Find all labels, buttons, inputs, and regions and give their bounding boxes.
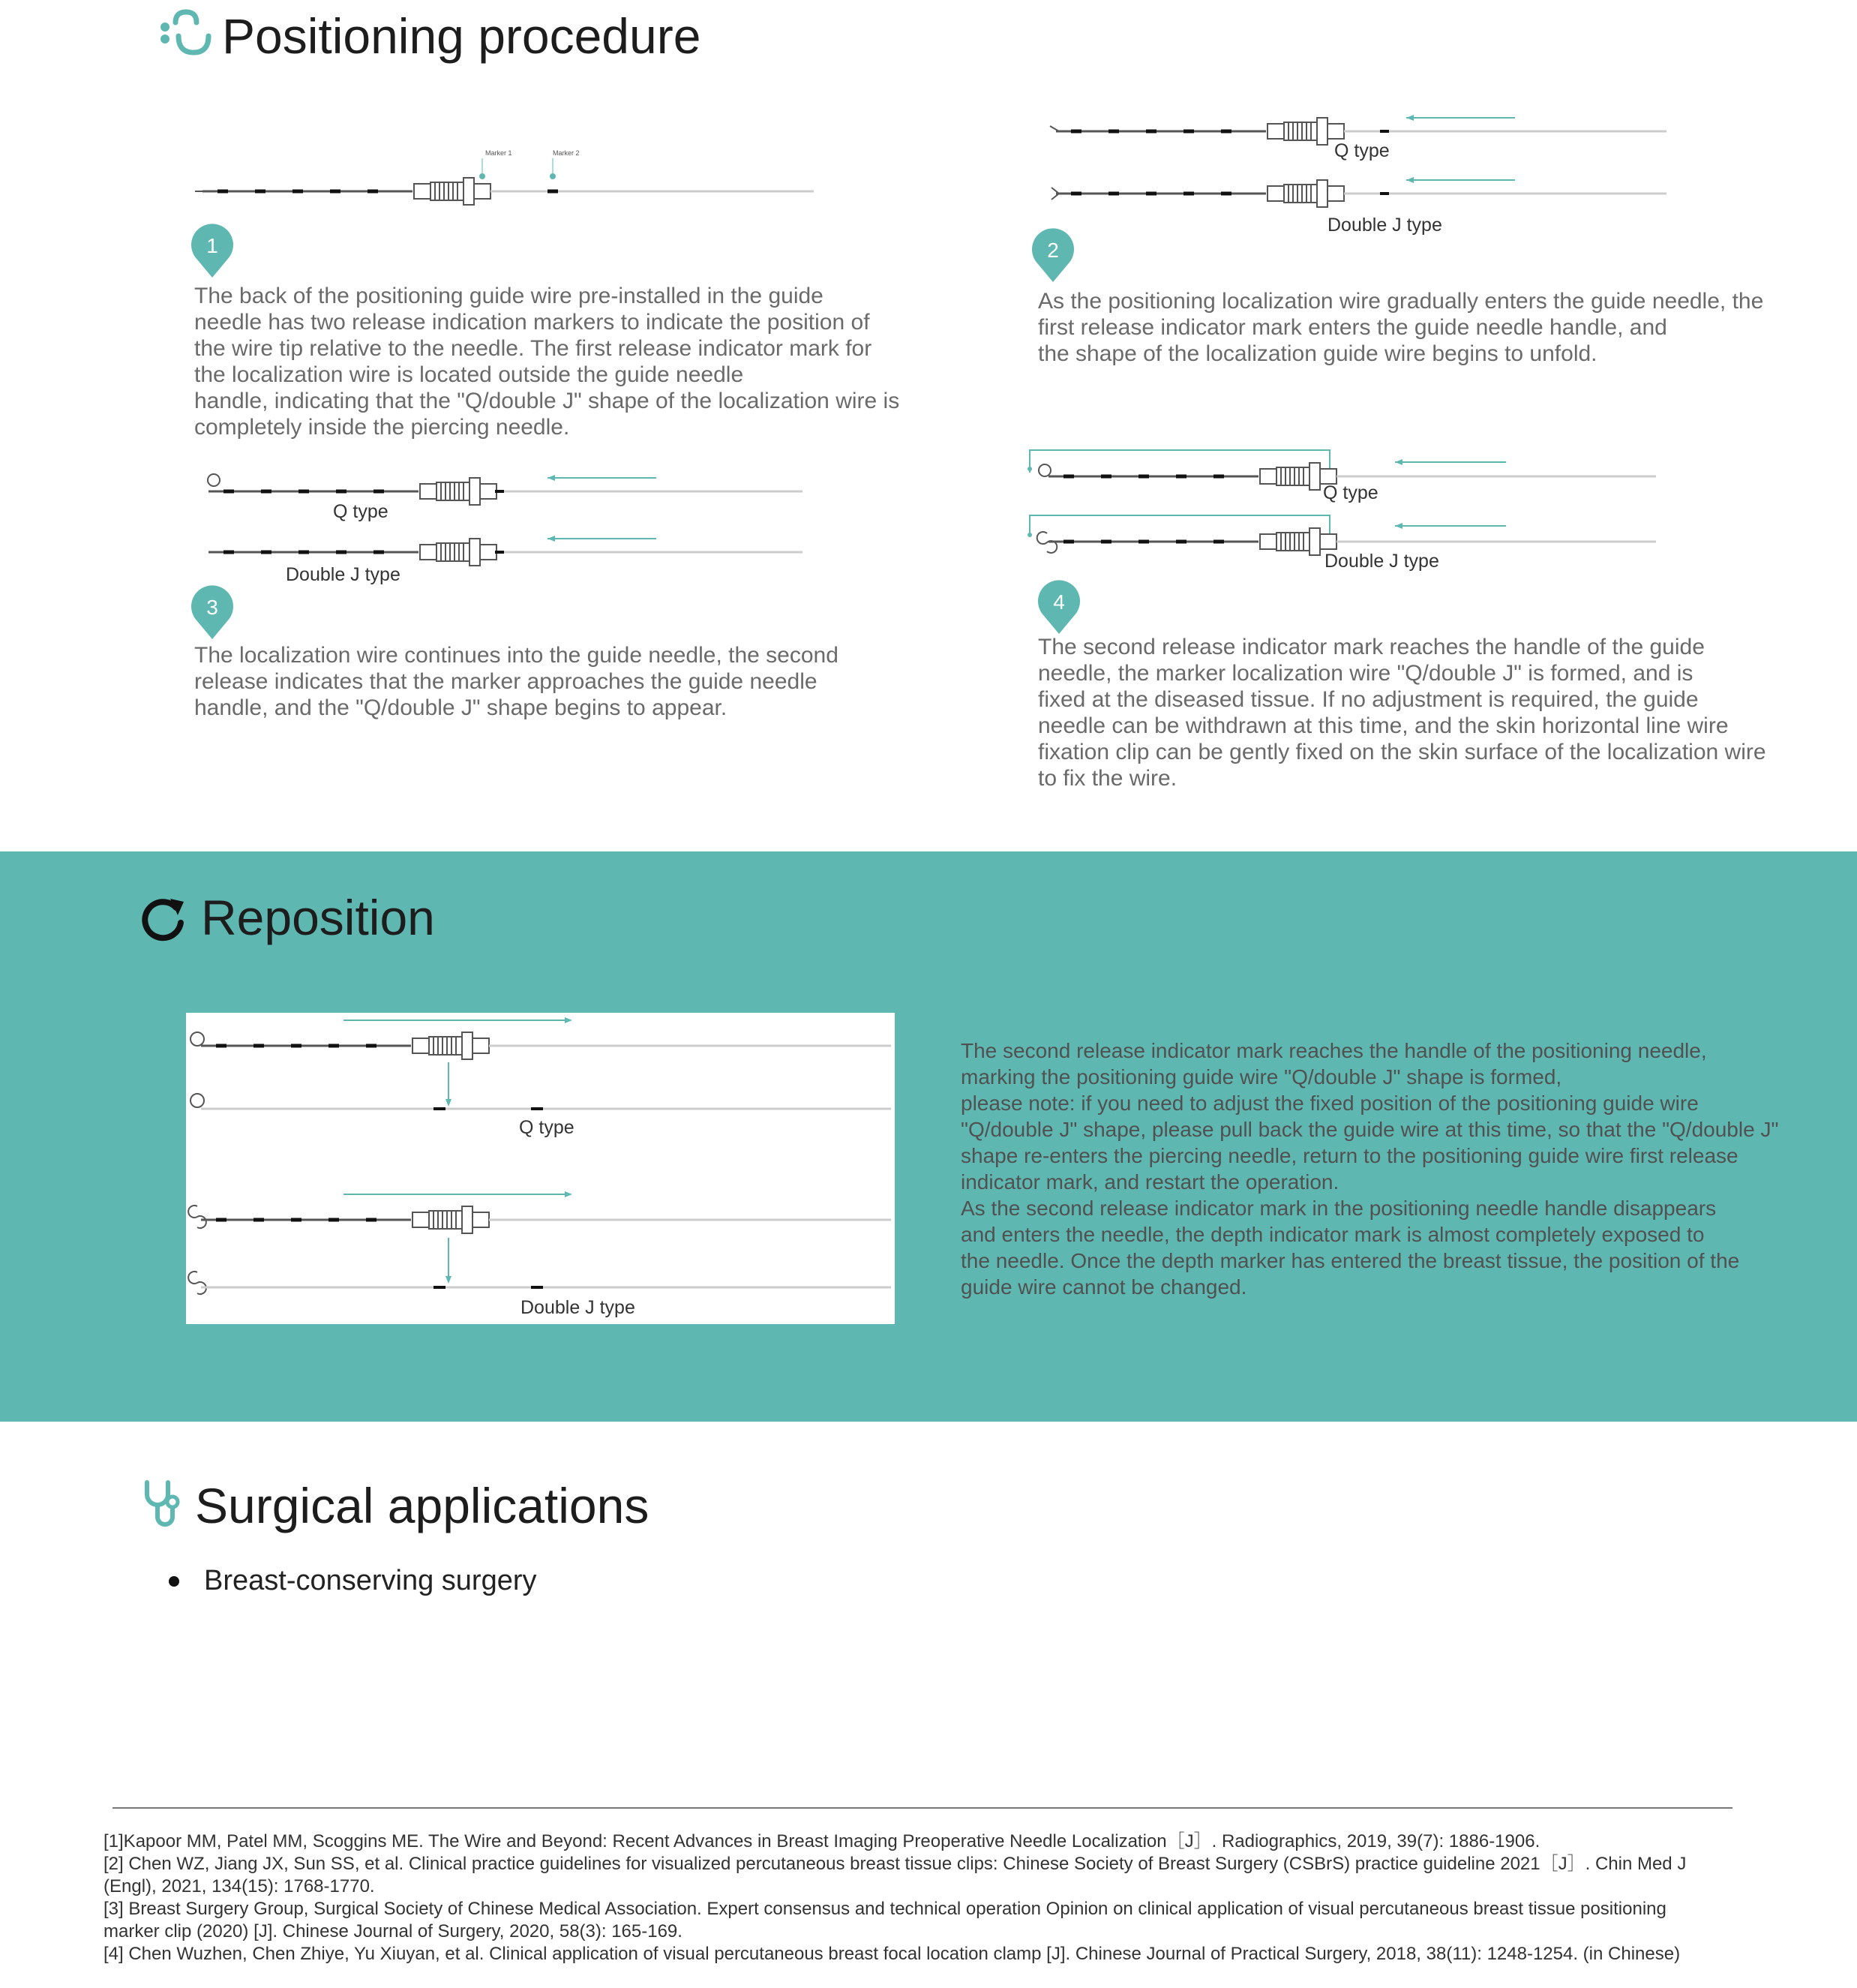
step1-text (194, 283, 899, 440)
step3-pin-icon (191, 587, 233, 641)
step3-text (194, 642, 838, 721)
step3-label-j: Double J type (286, 564, 400, 585)
positioning-title: Positioning procedure (222, 8, 701, 64)
text-line: to fix the wire. (1038, 766, 1178, 791)
step3-diagram (202, 473, 810, 563)
text-line: fixation clip can be gently fixed on the skin surface of the localization wire (1038, 740, 1766, 764)
text-line: The back of the positioning guide wire pre-installed in the guide (194, 284, 824, 308)
marker2-label: Marker 2 (553, 149, 580, 157)
references-divider (112, 1807, 1732, 1809)
step4-pin-icon (1038, 581, 1080, 635)
text-line: The second release indicator mark reaches the handle of the guide (1038, 635, 1705, 659)
reference-line: [4] Chen Wuzhen, Chen Zhiye, Yu Xiuyan, et al. Clinical application of visual percutaneous breast focal location clamp [J]. Chinese Journal of Practical Surgery, 2018, 38(11): 1248-1254. (in Chinese) (104, 1944, 1681, 1964)
reference-line: [2] Chen WZ, Jiang JX, Sun SS, et al. Clinical practice guidelines for visualized percutaneous breast tissue clips: Chinese Society of Breast Surgery (CSBrS) practice guideline 2021［J］. Chin Med J (104, 1854, 1687, 1874)
step2-pin-icon (1032, 230, 1074, 284)
reposition-label-j: Double J type (520, 1297, 635, 1318)
text-line: As the second release indicator mark in the positioning needle handle disappears (961, 1197, 1717, 1220)
reference-line: marker clip (2020) [J]. Chinese Journal of Surgery, 2020, 58(3): 165-169. (104, 1921, 682, 1941)
text-line: needle can be withdrawn at this time, and the skin horizontal line wire (1038, 713, 1729, 738)
step2-number: 2 (1047, 239, 1059, 262)
reference-line: (Engl), 2021, 134(15): 1768-1770. (104, 1876, 375, 1896)
text-line: needle, the marker localization wire "Q/double J" is formed, and is (1038, 661, 1694, 686)
text-line: fixed at the diseased tissue. If no adjustment is required, the guide (1038, 687, 1699, 712)
text-line: guide wire cannot be changed. (961, 1275, 1247, 1299)
positioning-icon (158, 6, 212, 60)
text-line: the wire tip relative to the needle. The first release indicator mark for (194, 336, 872, 361)
step2-text (1038, 288, 1763, 367)
text-line: the needle. Once the depth marker has entered the breast tissue, the position of the (961, 1249, 1740, 1272)
bullet-icon (169, 1576, 179, 1587)
step4-number: 4 (1053, 590, 1065, 614)
text-line: the shape of the localization guide wire begins to unfold. (1038, 341, 1598, 366)
step3-number: 3 (206, 596, 218, 619)
text-line: shape re-enters the piercing needle, return to the positioning guide wire first release (961, 1144, 1738, 1167)
step1-number: 1 (206, 234, 218, 257)
reposition-label-q: Q type (519, 1117, 574, 1138)
step4-label-j: Double J type (1324, 551, 1439, 572)
step2-label-j: Double J type (1328, 215, 1442, 236)
reposition-title: Reposition (201, 890, 435, 945)
text-line: As the positioning localization wire gradually enters the guide needle, the (1038, 289, 1764, 314)
step4-label-q: Q type (1323, 482, 1378, 503)
text-line: release indicates that the marker approaches the guide needle (194, 669, 818, 694)
text-line: completely inside the piercing needle. (194, 415, 570, 440)
references (104, 1830, 1686, 1965)
reposition-diagram (186, 1013, 895, 1324)
stethoscope-icon (141, 1479, 186, 1532)
surgical-title: Surgical applications (195, 1478, 650, 1533)
text-line: needle has two release indication markers to indicate the position of (194, 310, 870, 335)
text-line: first release indicator mark enters the guide needle handle, and (1038, 315, 1667, 340)
reference-line: [3] Breast Surgery Group, Surgical Society of Chinese Medical Association. Expert consensus and technical operation Opinion on clinical application of visual percutaneous breast tissue positioning (104, 1899, 1666, 1919)
step2-label-q: Q type (1334, 140, 1390, 161)
step1-pin-icon (191, 225, 233, 279)
refresh-icon (137, 894, 187, 944)
reposition-text (961, 1038, 1778, 1300)
text-line: handle, and the "Q/double J" shape begins to appear. (194, 695, 728, 720)
text-line: and enters the needle, the depth indicator mark is almost completely exposed to (961, 1223, 1705, 1246)
text-line: "Q/double J" shape, please pull back the guide wire at this time, so that the "Q/double J" (961, 1118, 1779, 1141)
marker1-label: Marker 1 (485, 149, 512, 157)
text-line: The localization wire continues into the guide needle, the second (194, 643, 838, 668)
text-line: the localization wire is located outside the guide needle (194, 362, 744, 387)
surgical-item: Breast-conserving surgery (204, 1565, 537, 1596)
reference-line: [1]Kapoor MM, Patel MM, Scoggins ME. The Wire and Beyond: Recent Advances in Breast Imaging Preoperative Needle Localization［J］. Radiographics, 2019, 39(7): 1886-1906. (104, 1831, 1540, 1851)
step3-label-q: Q type (333, 501, 388, 522)
text-line: please note: if you need to adjust the fixed position of the positioning guide wire (961, 1092, 1699, 1115)
text-line: The second release indicator mark reaches the handle of the positioning needle, (961, 1039, 1707, 1062)
step4-text (1038, 634, 1766, 791)
text-line: marking the positioning guide wire "Q/double J" shape is formed, (961, 1065, 1562, 1089)
text-line: handle, indicating that the "Q/double J" shape of the localization wire is (194, 389, 900, 413)
text-line: indicator mark, and restart the operation. (961, 1170, 1340, 1194)
